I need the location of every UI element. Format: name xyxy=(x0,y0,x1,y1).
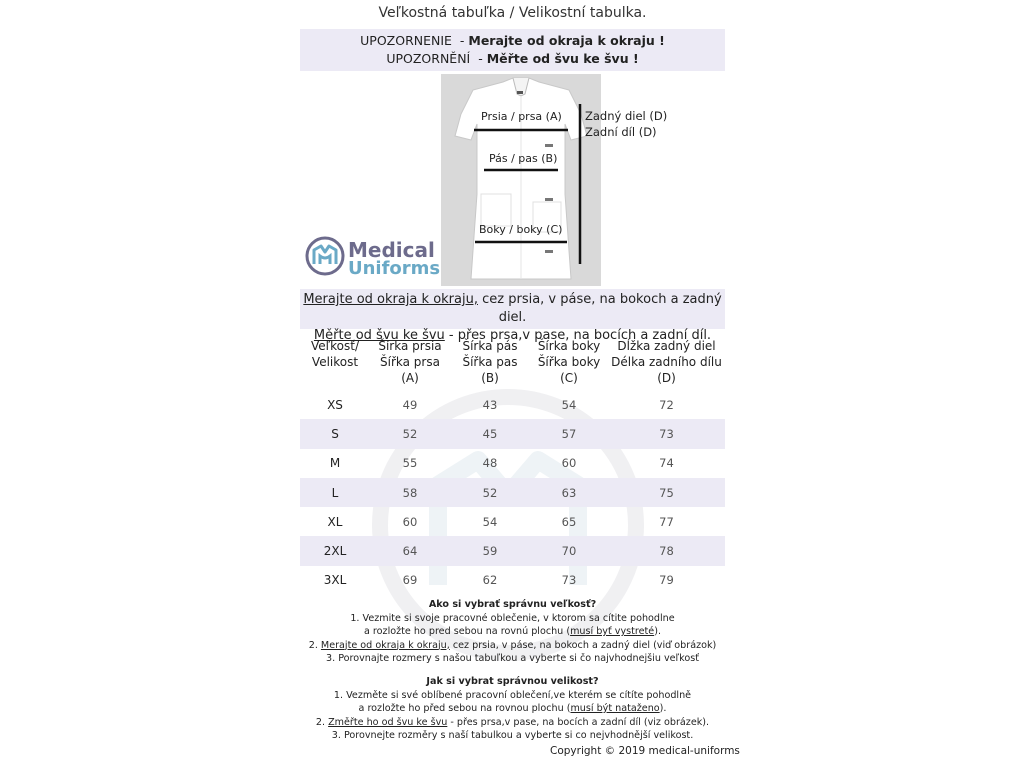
page-title: Veľkostná tabuľka / Velikostní tabulka. xyxy=(378,5,647,21)
header-size: Veľkosť/ Velikost xyxy=(310,339,360,369)
warning-cz-prefix: UPOZORNĚNÍ xyxy=(386,51,471,66)
howto-sk xyxy=(300,598,725,666)
warning-sk-prefix: UPOZORNENIE xyxy=(360,33,452,48)
warning-box xyxy=(300,29,725,71)
table-row: M 55 48 60 74 xyxy=(329,456,674,471)
table-row: 2XL 64 59 70 78 xyxy=(300,536,725,565)
size-chart-document xyxy=(300,0,740,768)
table-row: S 52 45 57 73 xyxy=(300,419,725,448)
size-table xyxy=(300,332,725,595)
warning-cz: UPOZORNĚNÍ - Měřte od švu ke švu ! xyxy=(386,51,639,66)
howto-sk-step2: 2. Merajte od okraja k okraju, cez prsia, v páse, na bokoch a zadný diel (viď obrázok) xyxy=(308,639,717,651)
chest-label: Prsia / prsa (A) xyxy=(481,110,562,123)
side-tab xyxy=(545,250,553,253)
table-row: 3XL 69 62 73 79 xyxy=(323,573,674,588)
copyright-text: Copyright © 2019 medical-uniforms xyxy=(550,745,740,757)
header-hips: Šírka boky Šířka boky (C) xyxy=(537,339,601,385)
howto-sk-step3: 3. Porovnajte rozmery s našou tabuľkou a vyberte si čo najvhodnejšiu veľkosť xyxy=(326,653,699,664)
side-tab xyxy=(545,144,553,147)
warning-sk: UPOZORNENIE - Merajte od okraja k okraju ! xyxy=(360,33,665,48)
table-row: XS 49 43 54 72 xyxy=(327,397,674,412)
header-back-length: Dĺžka zadný diel Délka zadního dílu (D) xyxy=(611,339,722,385)
howto-cz xyxy=(300,675,725,743)
logo-text-uniforms: Uniforms xyxy=(348,258,441,279)
logo-text-medical: Medical xyxy=(348,238,435,262)
howto-cz-step1: 1. Vezměte si své oblíbené pracovní oblečení,ve kterém se cítíte pohodlně xyxy=(333,689,692,701)
side-tab xyxy=(545,198,553,201)
garment-measurement-figure xyxy=(441,74,601,286)
back-length-label-cz: Zadní díl (D) xyxy=(585,125,657,139)
instructions-sk xyxy=(300,291,725,327)
warning-cz-text: Měřte od švu ke švu ! xyxy=(486,51,639,66)
howto-sk-heading: Ako si vybrať správnu veľkosť? xyxy=(428,599,597,610)
table-row: L 58 52 63 75 xyxy=(300,478,725,507)
header-chest: Šírka prsia Šířka prsa (A) xyxy=(378,339,442,385)
warning-sk-text: Merajte od okraja k okraju ! xyxy=(468,33,665,48)
back-length-label-sk: Zadný diel (D) xyxy=(585,109,668,123)
instructions-sk-underlined: Merajte od okraja k okraju, xyxy=(303,292,478,307)
howto-cz-step2: 2. Změřte ho od švu ke švu - přes prsa,v pase, na bocích a zadní díl (viz obrázek). xyxy=(315,716,710,728)
table-row: XL 60 54 65 77 xyxy=(327,514,674,529)
collar-button xyxy=(517,91,523,94)
waist-label: Pás / pas (B) xyxy=(489,152,558,165)
howto-sk-step1b: a rozložte ho pred sebou na rovnú plochu (musí byť vystreté). xyxy=(364,626,661,637)
instructions-sk-rest: cez prsia, v páse, na bokoch a zadný diel. xyxy=(477,292,722,325)
measuring-instructions xyxy=(300,289,725,343)
hip-label: Boky / boky (C) xyxy=(479,223,563,236)
howto-cz-heading: Jak si vybrat správnou velikost? xyxy=(426,676,599,687)
instructions-cz-underlined: Měřte od švu ke švu xyxy=(313,328,445,343)
howto-sk-step1: 1. Vezmite si svoje pracovné oblečenie, v ktorom sa cítite pohodlne xyxy=(350,612,675,624)
medical-uniforms-logo-icon xyxy=(305,236,345,276)
howto-cz-step3: 3. Porovnejte rozměry s naší tabulkou a vyberte si co nejvhodnější velikost. xyxy=(331,730,694,741)
medical-tunic-illustration xyxy=(441,74,601,286)
instructions-cz-rest: - přes prsa,v pase, na bocích a zadní díl. xyxy=(444,328,712,343)
size-table-header xyxy=(300,332,725,390)
header-waist: Šírka pás Šířka pas (B) xyxy=(462,339,518,385)
howto-cz-step1b: a rozložte ho před sebou na rovnou plochu (musí být nataženo). xyxy=(358,703,667,714)
